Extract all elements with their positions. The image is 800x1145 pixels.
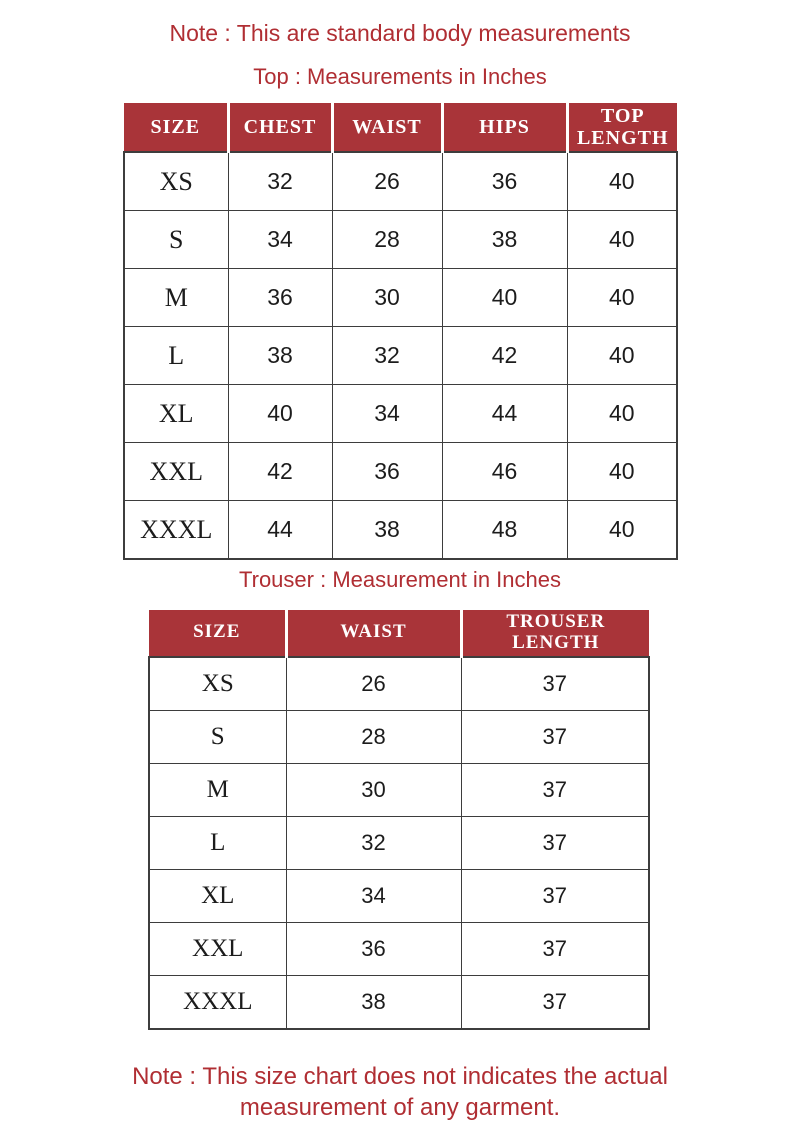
trouser-table-body bbox=[149, 657, 649, 1029]
table-row bbox=[149, 763, 649, 816]
table-row bbox=[124, 269, 677, 327]
top-size-table bbox=[123, 103, 678, 560]
size-label-cell: XL bbox=[124, 385, 228, 443]
measurement-value-cell: 30 bbox=[332, 269, 442, 327]
top-table-header-row bbox=[124, 103, 677, 152]
measurement-value-cell: 40 bbox=[567, 269, 677, 327]
table-row bbox=[149, 922, 649, 975]
table-row bbox=[149, 869, 649, 922]
measurement-value-cell: 26 bbox=[332, 152, 442, 211]
measurement-value-cell: 42 bbox=[442, 327, 567, 385]
column-header: SIZE bbox=[124, 103, 228, 152]
table-row bbox=[124, 443, 677, 501]
measurement-value-cell: 36 bbox=[286, 922, 461, 975]
measurement-value-cell: 44 bbox=[228, 501, 332, 560]
size-label-cell: XXXL bbox=[124, 501, 228, 560]
measurement-value-cell: 36 bbox=[228, 269, 332, 327]
measurement-value-cell: 37 bbox=[461, 869, 649, 922]
measurement-value-cell: 36 bbox=[442, 152, 567, 211]
measurement-value-cell: 40 bbox=[228, 385, 332, 443]
measurement-value-cell: 48 bbox=[442, 501, 567, 560]
size-label-cell: XXXL bbox=[149, 975, 286, 1029]
measurement-value-cell: 40 bbox=[442, 269, 567, 327]
measurement-value-cell: 40 bbox=[567, 385, 677, 443]
size-label-cell: XXL bbox=[149, 922, 286, 975]
column-header: TOP LENGTH bbox=[567, 103, 677, 152]
measurement-value-cell: 38 bbox=[332, 501, 442, 560]
table-row bbox=[124, 327, 677, 385]
bottom-note-line1: Note : This size chart does not indicates the actual bbox=[132, 1063, 668, 1090]
size-label-cell: S bbox=[149, 710, 286, 763]
measurement-value-cell: 40 bbox=[567, 152, 677, 211]
measurement-value-cell: 46 bbox=[442, 443, 567, 501]
measurement-value-cell: 26 bbox=[286, 657, 461, 711]
column-header: SIZE bbox=[149, 610, 286, 657]
table-row bbox=[149, 657, 649, 711]
column-header: HIPS bbox=[442, 103, 567, 152]
measurement-value-cell: 32 bbox=[286, 816, 461, 869]
table-row bbox=[149, 710, 649, 763]
measurement-value-cell: 40 bbox=[567, 327, 677, 385]
size-label-cell: L bbox=[124, 327, 228, 385]
measurement-value-cell: 38 bbox=[228, 327, 332, 385]
top-note: Note : This are standard body measurements bbox=[169, 20, 631, 46]
size-label-cell: L bbox=[149, 816, 286, 869]
measurement-value-cell: 28 bbox=[332, 211, 442, 269]
size-label-cell: XL bbox=[149, 869, 286, 922]
measurement-value-cell: 32 bbox=[228, 152, 332, 211]
table-row bbox=[124, 152, 677, 211]
measurement-value-cell: 32 bbox=[332, 327, 442, 385]
measurement-value-cell: 40 bbox=[567, 211, 677, 269]
table-row bbox=[149, 975, 649, 1029]
size-label-cell: S bbox=[124, 211, 228, 269]
column-header: WAIST bbox=[332, 103, 442, 152]
measurement-value-cell: 37 bbox=[461, 922, 649, 975]
measurement-value-cell: 42 bbox=[228, 443, 332, 501]
table-row bbox=[124, 385, 677, 443]
size-label-cell: XS bbox=[124, 152, 228, 211]
measurement-value-cell: 38 bbox=[286, 975, 461, 1029]
measurement-value-cell: 37 bbox=[461, 710, 649, 763]
measurement-value-cell: 37 bbox=[461, 975, 649, 1029]
top-table-body bbox=[124, 152, 677, 559]
table-row bbox=[149, 816, 649, 869]
measurement-value-cell: 34 bbox=[228, 211, 332, 269]
measurement-value-cell: 37 bbox=[461, 657, 649, 711]
column-header: CHEST bbox=[228, 103, 332, 152]
table-row bbox=[124, 501, 677, 560]
column-header: WAIST bbox=[286, 610, 461, 657]
measurement-value-cell: 38 bbox=[442, 211, 567, 269]
measurement-value-cell: 28 bbox=[286, 710, 461, 763]
measurement-value-cell: 40 bbox=[567, 443, 677, 501]
measurement-value-cell: 40 bbox=[567, 501, 677, 560]
measurement-value-cell: 37 bbox=[461, 763, 649, 816]
column-header: TROUSER LENGTH bbox=[461, 610, 649, 657]
size-label-cell: XXL bbox=[124, 443, 228, 501]
measurement-value-cell: 36 bbox=[332, 443, 442, 501]
trouser-table-heading: Trouser : Measurement in Inches bbox=[239, 567, 561, 592]
measurement-value-cell: 34 bbox=[286, 869, 461, 922]
table-row bbox=[124, 211, 677, 269]
trouser-table-header-row bbox=[149, 610, 649, 657]
size-label-cell: M bbox=[149, 763, 286, 816]
trouser-size-table bbox=[148, 610, 650, 1030]
measurement-value-cell: 44 bbox=[442, 385, 567, 443]
measurement-value-cell: 30 bbox=[286, 763, 461, 816]
size-label-cell: XS bbox=[149, 657, 286, 711]
bottom-note-line2: measurement of any garment. bbox=[239, 1094, 561, 1121]
measurement-value-cell: 37 bbox=[461, 816, 649, 869]
bottom-note bbox=[0, 1061, 800, 1123]
top-table-heading: Top : Measurements in Inches bbox=[253, 64, 547, 89]
size-label-cell: M bbox=[124, 269, 228, 327]
measurement-value-cell: 34 bbox=[332, 385, 442, 443]
